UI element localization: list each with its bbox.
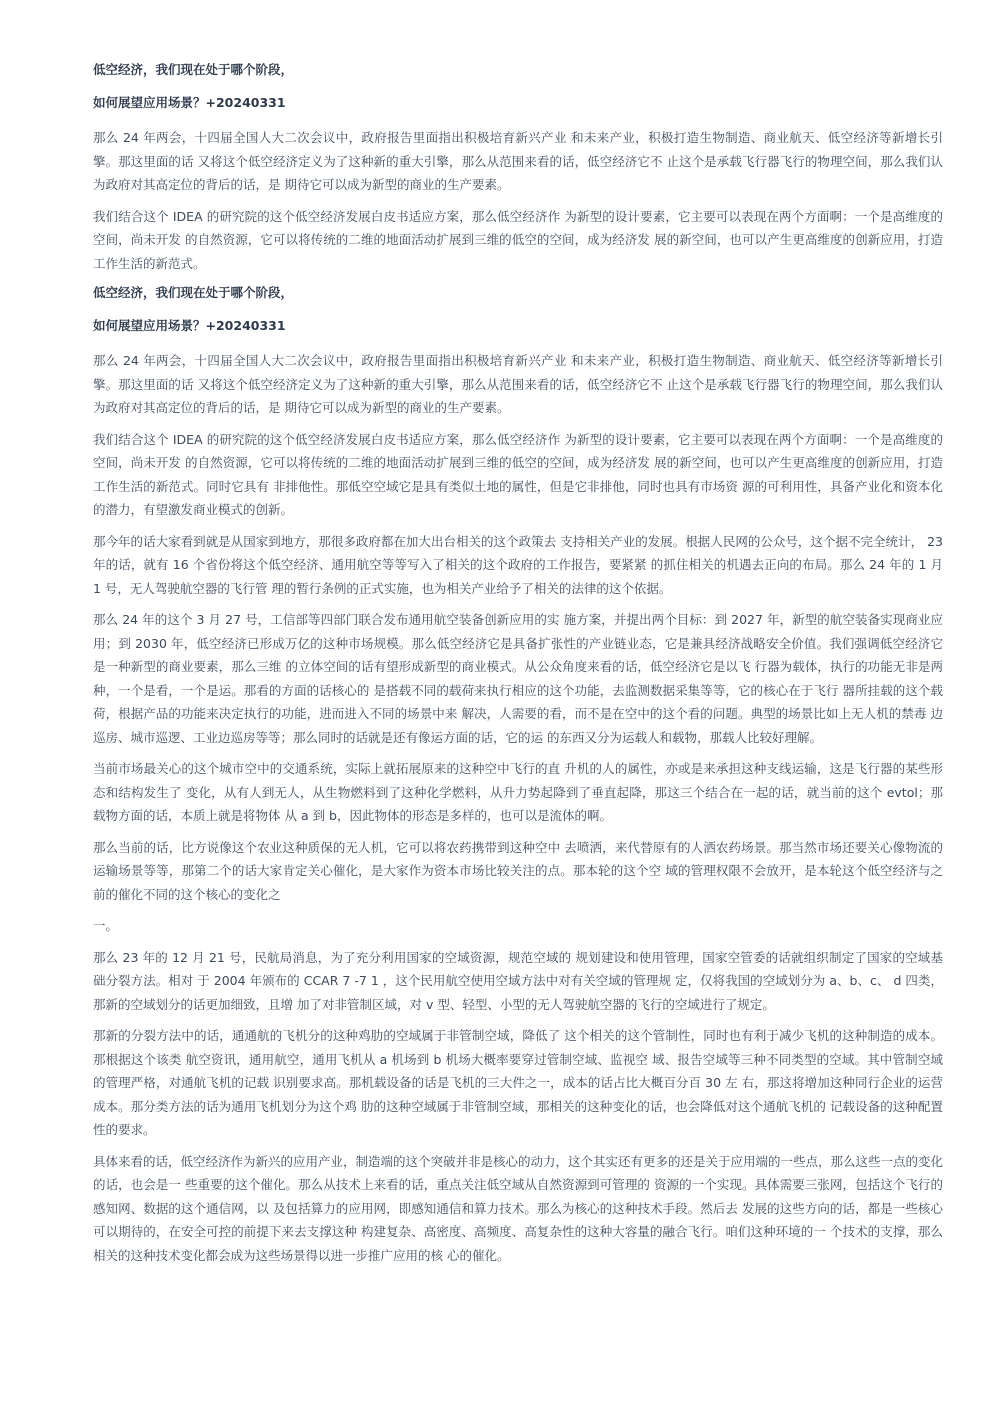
section-subtitle: 如何展望应用场景？+20240331 (93, 95, 286, 110)
paragraph: 我们结合这个 IDEA 的研究院的这个低空经济发展白皮书适应方案，那么低空经济作 为新型的设计要素，它主要可以表现在两个方面啊：一个是高维度的空间，尚未开发 的自然资源，它可以将传统的二维的地面活动扩展到三维的低空的空间，成为经济发 展的新空间，也可以产生更高维度的创新应用，打造工作生活的新范式。 (93, 208, 943, 271)
paragraph: 那么 23 年的 12 月 21 号，民航局消息，为了充分利用国家的空域资源，规范空域的 规划建设和使用管理，国家空管委的话就组织制定了国家的空域基础分裂方法。相对 于 2004 年颁布的 CCAR 7 -7 1 ，这个民用航空使用空域方法中对有关空域的管理规 定，仅将我国的空域划分为 a、b、c、 d 四类，那新的空域划分的话更加细致，且增 加了对非管制区域，对 v 型、轻型、小型的无人驾驶航空器的飞行的空域进行了规定。 (93, 949, 943, 1012)
paragraph: 当前市场最关心的这个城市空中的交通系统，实际上就拓展原来的这种空中飞行的直 升机的人的属性，亦或是来承担这种支线运输，这是飞行器的某些形态和结构发生了 变化，从有人到无人，从生物燃料到了这种化学燃料，从升力势起降到了垂直起降，那这三个结合在一起的话，就当前的这个 evtol；那载物方面的话，本质上就是将物体 从 a 到 b，因此物体的形态是多样的，也可以是流体的啊。 (93, 761, 943, 823)
paragraph: 一。 (93, 918, 119, 933)
section-title: 低空经济，我们现在处于哪个阶段， (93, 285, 294, 300)
paragraph: 那么 24 年的这个 3 月 27 号，工信部等四部门联合发布通用航空装备创新应用的实 施方案，并提出两个目标：到 2027 年，新型的航空装备实现商业应用；到 2030 年，低空经济已形成万亿的这种市场规模。那么低空经济它是具备扩张性的产业链业态，它是兼具经济战略安全价值。我们强调低空经济它是一种新型的商业要素，那么三维 的立体空间的话有望形成新型的商业模式。从公众角度来看的话，低空经济它是以飞 行器为载体，执行的功能无非是两种，一个是看，一个是运。那看的方面的话核心的 是搭载不同的载荷来执行相应的这个功能，去监测数据采集等等，它的核心在于飞行 器所挂载的这个载荷，根据产品的功能来决定执行的功能，进而进入不同的场景中来 解决，人需要的看，而不是在空中的这个看的问题。典型的场景比如上无人机的禁毒 边巡房、城市巡逻、工业边巡房等等；那么同时的话就是还有像运方面的话，它的运 的东西又分为运载人和载物，那载人比较好理解。 (93, 612, 943, 745)
section-subtitle: 如何展望应用场景？+20240331 (93, 318, 286, 333)
document-page (93, 60, 943, 1275)
paragraph: 那么 24 年两会，十四届全国人大二次会议中，政府报告里面指出积极培育新兴产业 和未来产业，积极打造生物制造、商业航天、低空经济等新增长引擎。那这里面的话 又将这个低空经济定义为了这种新的重大引擎，那么从范围来看的话，低空经济它不 止这个是承载飞行器飞行的物理空间，那么我们认为政府对其高定位的背后的话，是 期待它可以成为新型的商业的生产要素。 (93, 353, 943, 415)
paragraph: 那么 24 年两会，十四届全国人大二次会议中，政府报告里面指出积极培育新兴产业 和未来产业，积极打造生物制造、商业航天、低空经济等新增长引擎。那这里面的话 又将这个低空经济定义为了这种新的重大引擎，那么从范围来看的话，低空经济它不 止这个是承载飞行器飞行的物理空间，那么我们认为政府对其高定位的背后的话，是 期待它可以成为新型的商业的生产要素。 (93, 130, 943, 192)
paragraph: 具体来看的话，低空经济作为新兴的应用产业，制造端的这个突破并非是核心的动力，这个其实还有更多的还是关于应用端的一些点，那么这些一点的变化的话，也会是一 些重要的这个催化。那么从技术上来看的话，重点关注低空域从自然资源到可管理的 资源的一个实现。具体需要三张网，包括这个飞行的感知网、数据的这个通信网，以 及包括算力的应用网，即感知通信和算力技术。那么为核心的这种技术手段。然后去 发展的这些方向的话，都是一些核心可以期待的，在安全可控的前提下来去支撑这种 构建复杂、高密度、高频度、高复杂性的这种大容量的融合飞行。咱们这种环境的一 个技术的支撑，那么相关的这种技术变化都会成为这些场景得以进一步推广应用的核 心的催化。 (93, 1153, 944, 1263)
section-title: 低空经济，我们现在处于哪个阶段， (93, 62, 294, 77)
paragraph: 我们结合这个 IDEA 的研究院的这个低空经济发展白皮书适应方案，那么低空经济作 为新型的设计要素，它主要可以表现在两个方面啊：一个是高维度的空间，尚未开发 的自然资源，它可以将传统的二维的地面活动扩展到三维的低空的空间，成为经济发 展的新空间，也可以产生更高维度的创新应用，打造工作生活的新范式。同时它具有 非排他性。那低空空域它是具有类似土地的属性，但是它非排他，同时也具有市场资 源的可利用性，具备产业化和资本化的潜力，有望激发商业模式的创新。 (93, 431, 943, 517)
paragraph: 那么当前的话，比方说像这个农业这种质保的无人机，它可以将农药携带到这种空中 去喷洒，来代替原有的人洒农药场景。那当然市场还要关心像物流的运输场景等等，那第二个的话大家肯定关心催化，是大家作为资本市场比较关注的点。那本轮的这个空 域的管理权限不会放开，是本轮这个低空经济与之前的催化不同的这个核心的变化之 (93, 839, 943, 902)
paragraph: 那新的分裂方法中的话，通通航的飞机分的这种鸡肋的空域属于非管制空域，降低了 这个相关的这个管制性，同时也有利于减少飞机的这种制造的成本。那根据这个该类 航空资讯，通用航空，通用飞机从 a 机场到 b 机场大概率要穿过管制空域、监视空 域、报告空域等三种不同类型的空域。其中管制空域的管理严格，对通航飞机的记载 识别要求高。那机载设备的话是飞机的三大件之一，成本的话占比大概百分百 30 左 右，那这将增加这种同行企业的运营成本。那分类方法的话为通用飞机划分为这个鸡 肋的这种空域属于非管制空域，那相关的这种变化的话，也会降低对这个通航飞机的 记载设备的这种配置性的要求。 (93, 1028, 943, 1137)
paragraph: 那今年的话大家看到就是从国家到地方，那很多政府都在加大出台相关的这个政策去 支持相关产业的发展。根据人民网的公众号，这个据不完全统计， 23 年的话，就有 16 个省份将这个低空经济、通用航空等等写入了相关的这个政府的工作报告，要紧紧 的抓住相关的机遇去正向的布局。那么 24 年的 1 月 1 号，无人驾驶航空器的飞行管 理的暂行条例的正式实施，也为相关产业给予了相关的法律的这个依据。 (93, 533, 943, 596)
